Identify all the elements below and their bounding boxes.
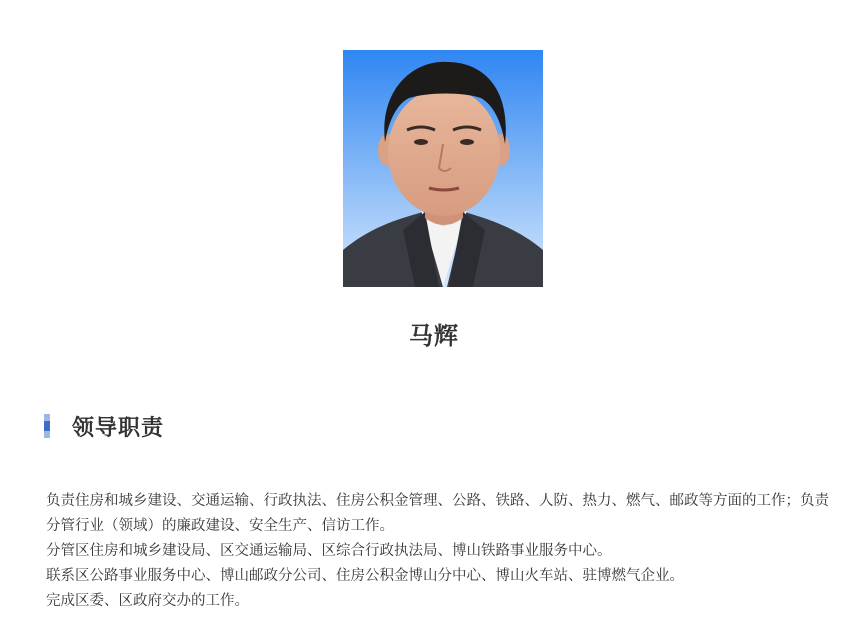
duty-paragraph: 联系区公路事业服务中心、博山邮政分公司、住房公积金博山分中心、博山火车站、驻博燃气企业。 <box>46 568 684 584</box>
person-name: 马辉 <box>409 322 459 350</box>
duty-paragraph: 负责住房和城乡建设、交通运输、行政执法、住房公积金管理、公路、铁路、人防、热力、燃气、邮政等方面的工作；负责分管行业（领域）的廉政建设、安全生产、信访工作。 <box>46 493 829 534</box>
profile-photo <box>343 50 543 287</box>
duties-text <box>46 489 836 614</box>
section-title: 领导职责 <box>72 415 165 441</box>
duty-paragraph: 完成区委、区政府交办的工作。 <box>46 593 249 609</box>
duty-paragraph: 分管区住房和城乡建设局、区交通运输局、区综合行政执法局、博山铁路事业服务中心。 <box>46 543 612 559</box>
section-header <box>44 411 164 441</box>
section-marker-icon <box>44 414 50 438</box>
portrait-image <box>343 50 543 287</box>
